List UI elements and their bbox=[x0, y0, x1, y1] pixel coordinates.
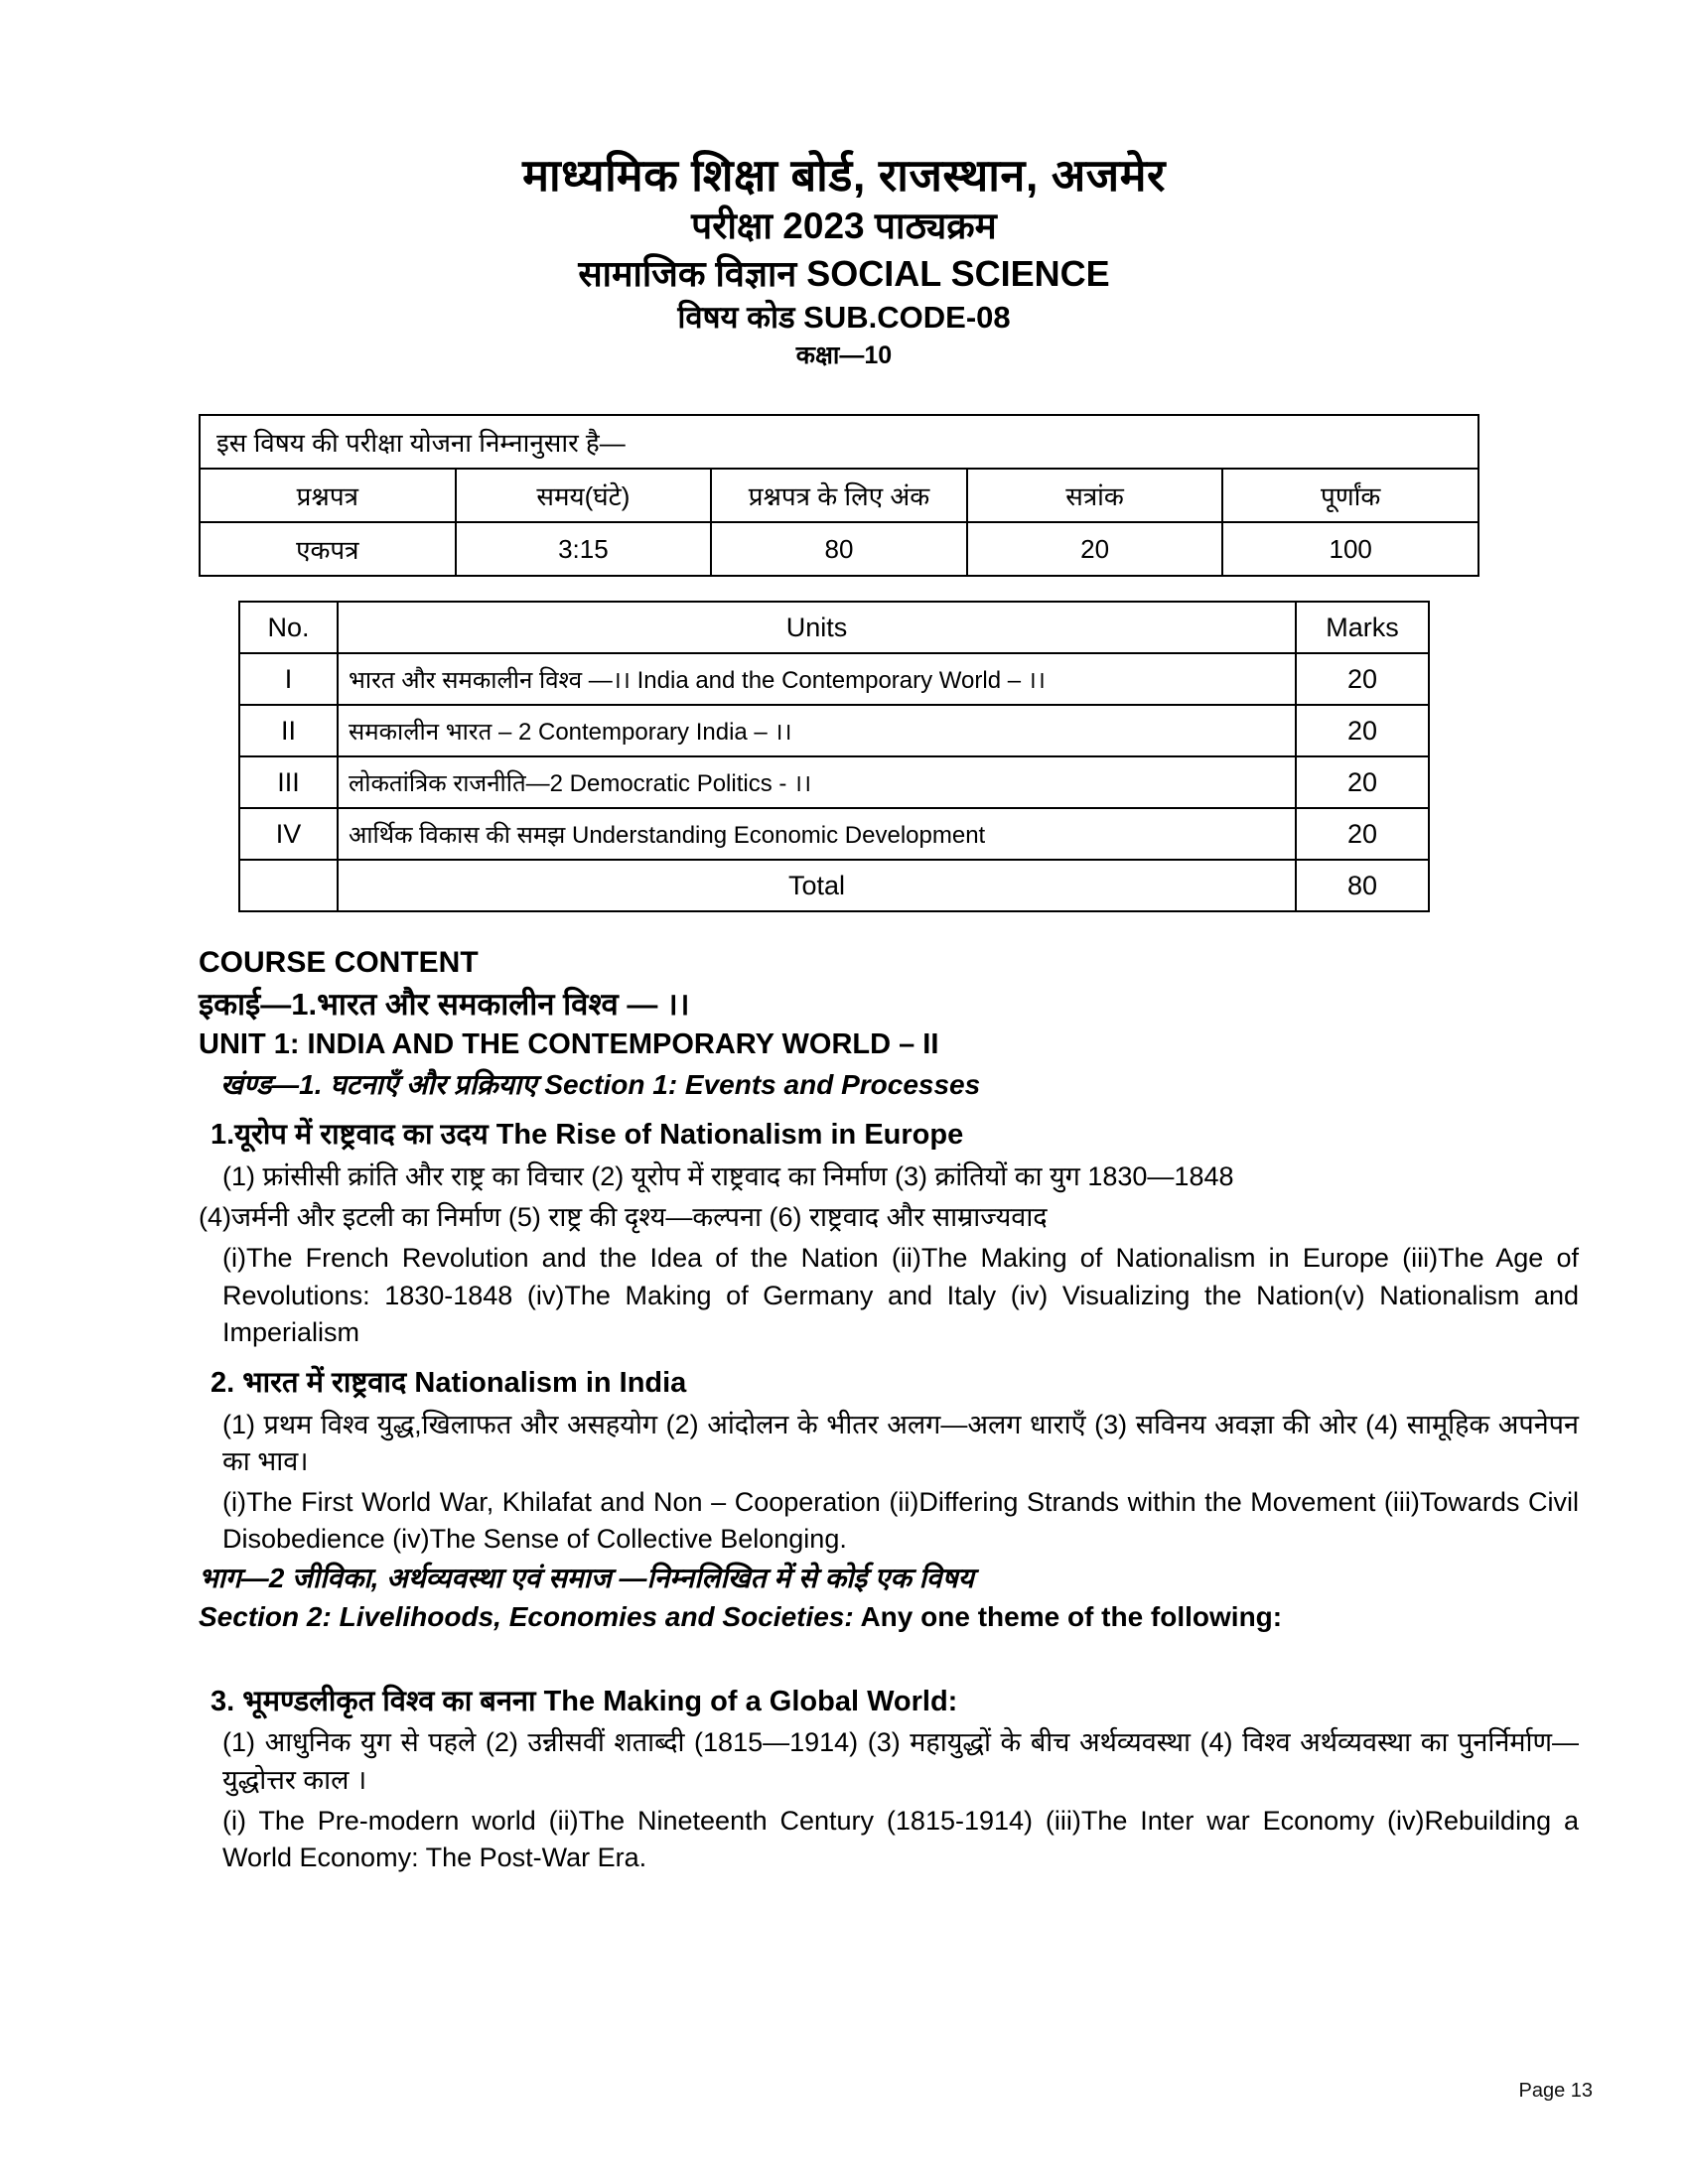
plan-value-session-marks: 20 bbox=[967, 522, 1223, 576]
topic-2-heading: 2. भारत में राष्ट्रवाद Nationalism in India bbox=[211, 1367, 687, 1400]
plan-header-paper-marks: प्रश्नपत्र के लिए अंक bbox=[711, 469, 967, 522]
table-row bbox=[200, 415, 1478, 469]
units-table bbox=[238, 601, 1430, 912]
table-header-row bbox=[239, 602, 1429, 653]
table-row bbox=[239, 756, 1429, 808]
total-marks: 80 bbox=[1296, 860, 1429, 911]
topic-1-english: (i)The French Revolution and the Idea of the Nation (ii)The Making of Nationalism in Europe (iii)The Age of Revolutions: 1830-1848 (iv)The Making of Germany and Italy (iv) Visualizing the Nation(v) Nationalism and Imperialism bbox=[222, 1243, 1579, 1347]
unit1-heading-english: UNIT 1: INDIA AND THE CONTEMPORARY WORLD – II bbox=[199, 1028, 939, 1061]
section2-heading-hindi: भाग—2 जीविका, अर्थव्यवस्था एवं समाज —निम्नलिखित में से कोई एक विषय bbox=[199, 1562, 974, 1593]
unit-marks: 20 bbox=[1296, 705, 1429, 756]
plan-value-time: 3:15 bbox=[456, 522, 712, 576]
document-header bbox=[0, 0, 1688, 371]
unit-marks: 20 bbox=[1296, 756, 1429, 808]
table-row bbox=[200, 469, 1478, 522]
units-header-marks: Marks bbox=[1296, 602, 1429, 653]
plan-value-total-marks: 100 bbox=[1222, 522, 1478, 576]
table-row bbox=[239, 705, 1429, 756]
unit-title: भारत और समकालीन विश्व —।। India and the Contemporary World – ।। bbox=[338, 653, 1296, 705]
table-row bbox=[239, 653, 1429, 705]
section2-english-italic: Section 2: Livelihoods, Economies and Societies: bbox=[199, 1600, 854, 1632]
section2-heading-english bbox=[199, 1599, 1579, 1636]
unit-number: III bbox=[239, 756, 338, 808]
plan-value-paper: एकपत्र bbox=[200, 522, 456, 576]
topic-1-heading: 1.यूरोप में राष्ट्रवाद का उदय The Rise of Nationalism in Europe bbox=[211, 1119, 964, 1152]
course-content-section bbox=[0, 944, 1688, 1876]
class-label: कक्षा—10 bbox=[795, 341, 893, 370]
exam-plan-note: इस विषय की परीक्षा योजना निम्नानुसार है— bbox=[200, 415, 1478, 469]
page-number: Page 13 bbox=[1518, 2080, 1593, 2102]
units-header-no: No. bbox=[239, 602, 338, 653]
unit-title: समकालीन भारत – 2 Contemporary India – ।। bbox=[338, 705, 1296, 756]
unit-number: IV bbox=[239, 808, 338, 860]
section1-heading: खंण्ड—1. घटनाएँ और प्रक्रियाए Section 1: Events and Processes bbox=[220, 1068, 981, 1100]
plan-header-time: समय(घंटे) bbox=[456, 469, 712, 522]
exam-plan-table bbox=[199, 414, 1479, 577]
subject-name: सामाजिक विज्ञान SOCIAL SCIENCE bbox=[578, 253, 1110, 295]
topic-3-english: (i) The Pre-modern world (ii)The Nineteenth Century (1815-1914) (iii)The Inter war Economy (iv)Rebuilding a World Economy: The Post-War Era. bbox=[222, 1805, 1579, 1873]
content-spacer bbox=[199, 1636, 1579, 1670]
topic-3-hindi: (1) आधुनिक युग से पहले (2) उन्नीसवीं शताब्दी (1815—1914) (3) महायुद्धों के बीच अर्थव्यवस्था (4) विश्व अर्थव्यवस्था का पुनर्निर्माण—युद्धोत्तर काल । bbox=[222, 1727, 1579, 1795]
unit-number: I bbox=[239, 653, 338, 705]
plan-header-session-marks: सत्रांक bbox=[967, 469, 1223, 522]
topic-2-hindi: (1) प्रथम विश्व युद्ध,खिलाफत और असहयोग (2) आंदोलन के भीतर अलग—अलग धाराएँ (3) सविनय अवज्ञा की ओर (4) सामूहिक अपनेपन का भाव। bbox=[222, 1409, 1579, 1476]
units-table-wrapper bbox=[0, 601, 1688, 912]
table-row bbox=[200, 522, 1478, 576]
course-content-heading: COURSE CONTENT bbox=[199, 946, 479, 980]
unit-marks: 20 bbox=[1296, 808, 1429, 860]
board-name: माध्यमिक शिक्षा बोर्ड, राजस्थान, अजमेर bbox=[522, 150, 1166, 201]
subject-code: विषय कोड SUB.CODE-08 bbox=[677, 300, 1011, 336]
units-header-units: Units bbox=[338, 602, 1296, 653]
total-blank-cell bbox=[239, 860, 338, 911]
unit-title: लोकतांत्रिक राजनीति—2 Democratic Politics - ।। bbox=[338, 756, 1296, 808]
plan-value-paper-marks: 80 bbox=[711, 522, 967, 576]
unit-marks: 20 bbox=[1296, 653, 1429, 705]
unit1-heading-hindi: इकाई—1.भारत और समकालीन विश्व — ।। bbox=[199, 986, 690, 1022]
topic-1-hindi-line-2: (4)जर्मनी और इटली का निर्माण (5) राष्ट्र की दृश्य—कल्पना (6) राष्ट्रवाद और साम्राज्यवाद bbox=[199, 1202, 1048, 1233]
topic-2-english: (i)The First World War, Khilafat and Non – Cooperation (ii)Differing Strands within the Movement (iii)Towards Civil Disobedience (iv)The Sense of Collective Belonging. bbox=[222, 1487, 1579, 1555]
table-row bbox=[239, 808, 1429, 860]
exam-year-line: परीक्षा 2023 पाठ्यक्रम bbox=[691, 205, 997, 247]
total-label: Total bbox=[338, 860, 1296, 911]
table-total-row bbox=[239, 860, 1429, 911]
plan-header-total-marks: पूर्णांक bbox=[1222, 469, 1478, 522]
topic-3-heading: 3. भूमण्डलीकृत विश्व का बनना The Making of a Global World: bbox=[211, 1685, 958, 1717]
exam-plan-table-wrapper bbox=[0, 414, 1688, 577]
unit-number: II bbox=[239, 705, 338, 756]
topic-1-hindi-line-1: (1) फ्रांसीसी क्रांति और राष्ट्र का विचार (2) यूरोप में राष्ट्रवाद का निर्माण (3) क्रांतियों का युग 1830—1848 bbox=[222, 1160, 1234, 1191]
plan-header-paper: प्रश्नपत्र bbox=[200, 469, 456, 522]
section2-english-plain: Any one theme of the following: bbox=[853, 1600, 1283, 1632]
unit-title: आर्थिक विकास की समझ Understanding Economic Development bbox=[338, 808, 1296, 860]
